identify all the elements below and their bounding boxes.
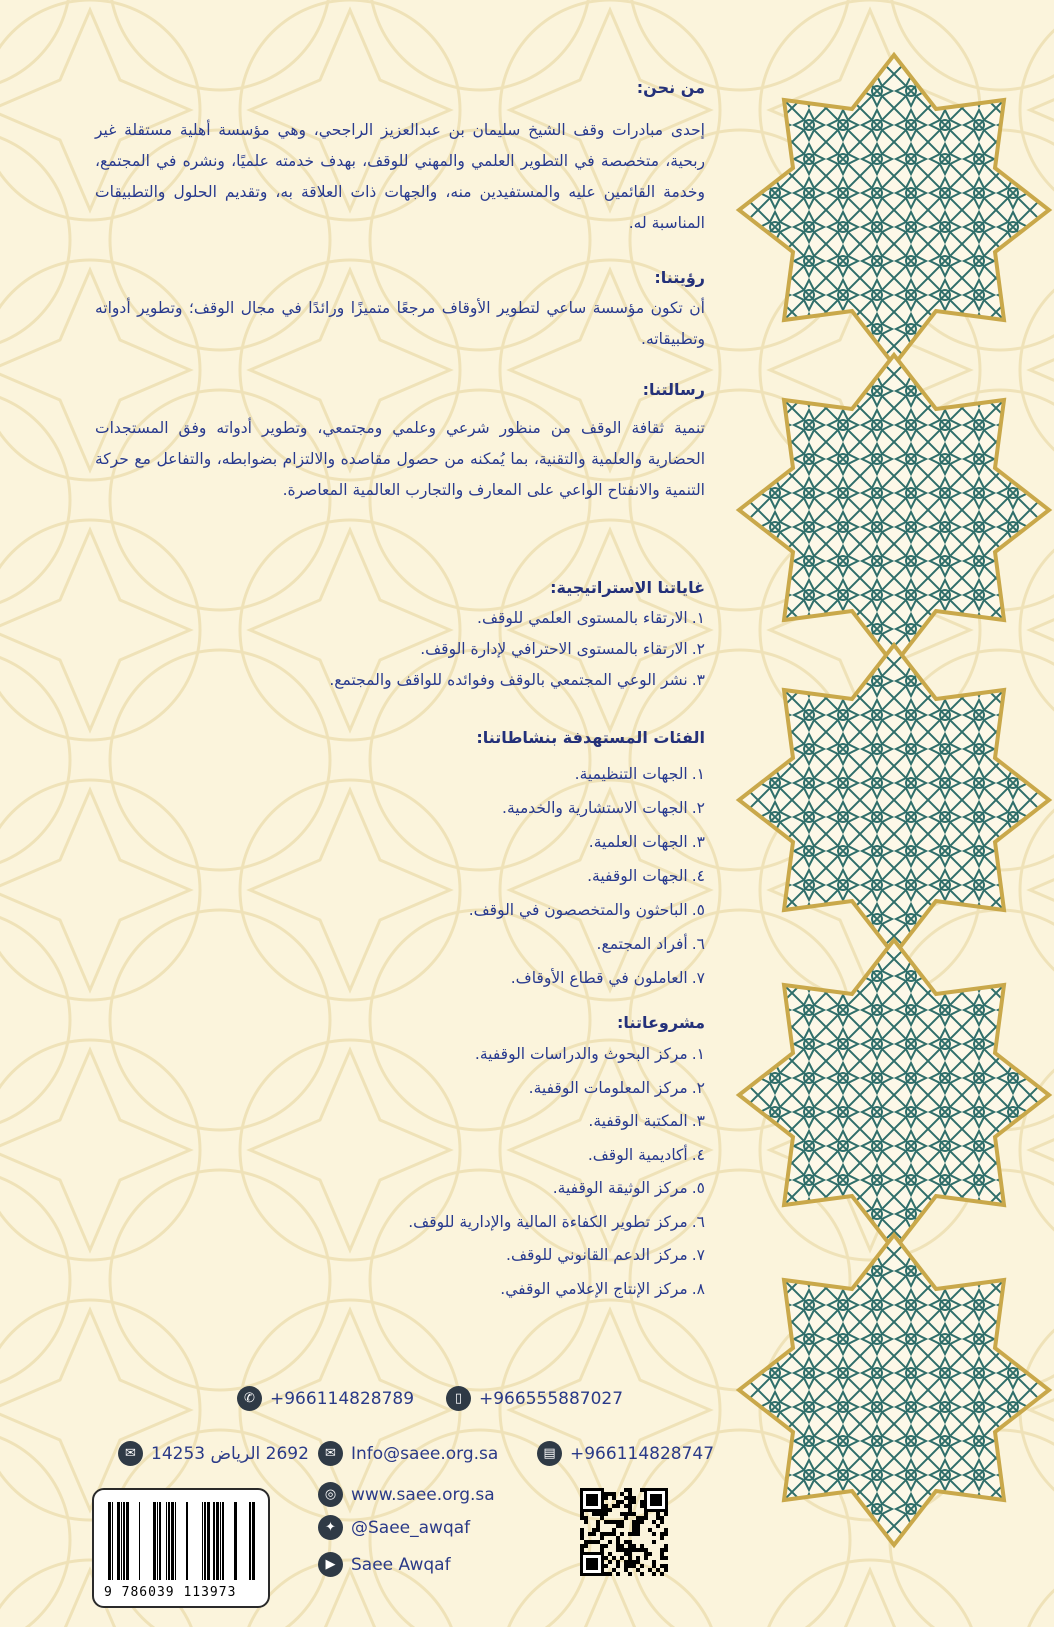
- item-number: ٦.: [691, 935, 705, 953]
- mobile-contact[interactable]: [446, 1386, 623, 1411]
- mobile-icon: ▯: [446, 1386, 471, 1411]
- mission-title: رسالتنا:: [642, 380, 705, 399]
- projects-list: [95, 1038, 705, 1306]
- about-section: [95, 78, 705, 239]
- targets-item: [95, 825, 705, 859]
- goals-section: [95, 578, 705, 696]
- item-number: ٥.: [691, 901, 705, 919]
- item-number: ٧.: [691, 1246, 705, 1264]
- qr-code[interactable]: [580, 1488, 668, 1576]
- item-text: الجهات الوقفية.: [587, 867, 688, 885]
- item-number: ٧.: [691, 969, 705, 987]
- star-ornament-column: [734, 0, 1054, 1627]
- twitter-icon: ✦: [318, 1515, 343, 1540]
- phone-icon: ✆: [237, 1386, 262, 1411]
- item-number: ٥.: [691, 1179, 705, 1197]
- item-text: الارتقاء بالمستوى العلمي للوقف.: [477, 609, 688, 627]
- octagram-star: [734, 935, 1054, 1255]
- twitter-handle: @Saee_awqaf: [351, 1517, 471, 1538]
- item-text: أفراد المجتمع.: [596, 935, 688, 953]
- globe-icon: ◎: [318, 1482, 343, 1507]
- item-text: مركز الإنتاج الإعلامي الوقفي.: [500, 1279, 688, 1298]
- item-text: الجهات العلمية.: [588, 833, 688, 851]
- website-url: www.saee.org.sa: [351, 1484, 495, 1505]
- item-text: مركز الوثيقة الوقفية.: [552, 1179, 688, 1197]
- item-text: الجهات الاستشارية والخدمية.: [502, 799, 688, 817]
- fax-icon: ▤: [537, 1441, 562, 1466]
- octagram-star: [734, 50, 1054, 370]
- item-number: ١.: [691, 609, 705, 627]
- goals-item: [95, 665, 705, 696]
- mission-text: تنمية ثقافة الوقف من منظور شرعي وعلمي ومجتمعي، وتطوير أدواته وفق المستجدات الحضارية والعلمية والتقنية، بما يُمكنه من حصول مقاصده والالتزام بضوابطه، والتفاعل مع حركة التنمية والانفتاح الواعي على المعارف والتجارب العالمية المعاصرة.: [95, 419, 705, 499]
- youtube-channel: Saee Awqaf: [351, 1554, 451, 1575]
- item-number: ٣.: [691, 671, 705, 689]
- mailbox-icon: ✉: [118, 1441, 143, 1466]
- projects-item: [95, 1206, 705, 1240]
- youtube-icon: ▶: [318, 1552, 343, 1577]
- isbn-barcode: [92, 1488, 270, 1608]
- email-address: Info@saee.org.sa: [351, 1443, 499, 1464]
- about-text: إحدى مبادرات وقف الشيخ سليمان بن عبدالعزيز الراجحي، وهي مؤسسة أهلية مستقلة غير ربحية، متخصصة في التطوير العلمي والمهني للوقف، بهدف خدمته علميًا، ونشره في المجتمع، وخدمة القائمين عليه والمستفيدين منه، والجهات ذات العلاقة به، وتقديم الحلول والتطبيقات المناسبة له.: [95, 121, 705, 232]
- projects-item: [95, 1172, 705, 1206]
- twitter-contact[interactable]: [318, 1515, 470, 1540]
- item-number: ٢.: [691, 799, 705, 817]
- targets-item: [95, 859, 705, 893]
- item-text: نشر الوعي المجتمعي بالوقف وفوائده للواقف والمجتمع.: [329, 671, 688, 689]
- projects-item: [95, 1139, 705, 1173]
- octagram-star: [734, 640, 1054, 960]
- goals-item: [95, 634, 705, 665]
- projects-item: [95, 1273, 705, 1307]
- goals-title: غاياتنا الاستراتيجية:: [550, 578, 705, 597]
- item-number: ٢.: [691, 1078, 705, 1097]
- targets-title: الفئات المستهدفة بنشاطاتنا:: [476, 728, 705, 747]
- targets-item: [95, 791, 705, 825]
- item-number: ٦.: [691, 1212, 705, 1231]
- octagram-star: [734, 350, 1054, 670]
- projects-item: [95, 1105, 705, 1139]
- item-text: أكاديمية الوقف.: [587, 1145, 688, 1164]
- targets-list: [95, 757, 705, 995]
- item-number: ٣.: [691, 1112, 705, 1130]
- email-contact[interactable]: [318, 1441, 498, 1466]
- item-text: مركز الدعم القانوني للوقف.: [506, 1246, 688, 1264]
- item-number: ١.: [691, 1045, 705, 1063]
- item-text: العاملون في قطاع الأوقاف.: [510, 969, 688, 987]
- goals-list: [95, 603, 705, 696]
- phone-contact[interactable]: [237, 1386, 414, 1411]
- goals-item: [95, 603, 705, 634]
- mobile-number: +966555887027: [479, 1388, 624, 1409]
- item-number: ٢.: [691, 640, 705, 658]
- targets-item: [95, 757, 705, 791]
- projects-item: [95, 1239, 705, 1273]
- phone-number: +966114828789: [270, 1388, 415, 1409]
- targets-item: [95, 961, 705, 995]
- item-number: ١.: [691, 765, 705, 783]
- projects-item: [95, 1038, 705, 1072]
- item-text: الباحثون والمتخصصون في الوقف.: [468, 901, 688, 919]
- fax-number: +966114828747: [570, 1443, 715, 1464]
- octagram-star: [734, 1230, 1054, 1550]
- vision-text: أن تكون مؤسسة ساعي لتطوير الأوقاف مرجعًا متميزًا ورائدًا في مجال الوقف؛ وتطوير أدواته وتطبيقاته.: [95, 299, 705, 348]
- projects-item: [95, 1072, 705, 1106]
- mailbox-contact: [118, 1441, 309, 1466]
- projects-section: [95, 1013, 705, 1306]
- item-text: مركز المعلومات الوقفية.: [528, 1078, 688, 1097]
- website-contact[interactable]: [318, 1482, 495, 1507]
- mission-section: [95, 380, 705, 506]
- item-number: ٤.: [691, 867, 705, 885]
- vision-section: [95, 268, 705, 355]
- fax-contact[interactable]: [537, 1441, 714, 1466]
- targets-item: [95, 927, 705, 961]
- targets-section: [95, 728, 705, 995]
- about-title: من نحن:: [636, 78, 705, 97]
- isbn-number: 9 786039 113973: [104, 1585, 237, 1600]
- targets-item: [95, 893, 705, 927]
- youtube-contact[interactable]: [318, 1552, 451, 1577]
- item-text: مركز البحوث والدراسات الوقفية.: [474, 1045, 688, 1063]
- email-icon: ✉: [318, 1441, 343, 1466]
- vision-title: رؤيتنا:: [654, 268, 705, 287]
- item-text: الجهات التنظيمية.: [574, 765, 688, 783]
- barcode-bars: [108, 1502, 258, 1580]
- item-text: مركز تطوير الكفاءة المالية والإدارية للوقف.: [408, 1212, 688, 1231]
- item-number: ٨.: [691, 1279, 705, 1298]
- item-number: ٣.: [691, 833, 705, 851]
- item-text: الارتقاء بالمستوى الاحترافي لإدارة الوقف.: [420, 640, 688, 658]
- mailbox-text: 2692 الرياض 14253: [151, 1443, 309, 1464]
- projects-title: مشروعاتنا:: [617, 1013, 705, 1032]
- item-number: ٤.: [691, 1145, 705, 1164]
- item-text: المكتبة الوقفية.: [588, 1112, 688, 1130]
